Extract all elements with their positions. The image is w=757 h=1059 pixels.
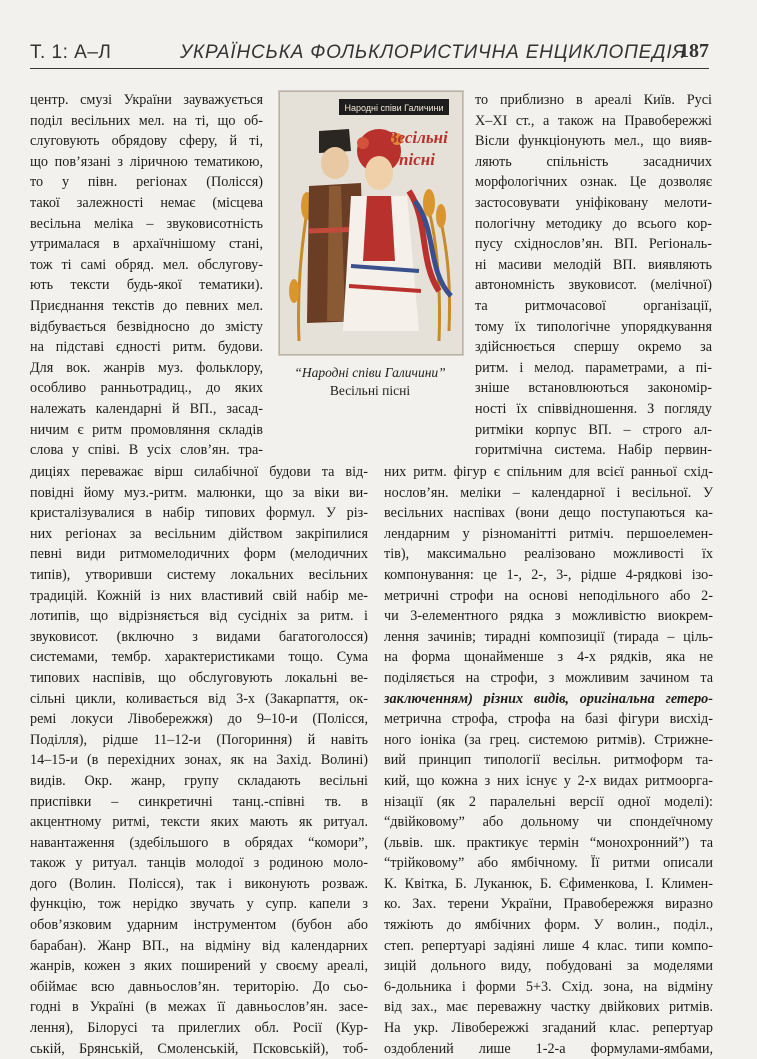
caption-subtitle: Весільні пісні — [329, 383, 411, 398]
text-line: системами, тембр. характеристиками тощо. Сума — [30, 649, 368, 666]
text-line: такої залежності немає (місцева — [30, 194, 263, 211]
text-line: кристалізувалися в набір типових формул. У різ- — [30, 505, 368, 522]
text-line: весільних наспівах (вони дещо поступаються ка- — [384, 505, 713, 522]
text-line: ності їх співвідношення. З погляду — [475, 400, 712, 417]
text-line: жанрів, кожен з яких поширений у своєму ареалі, — [30, 958, 368, 975]
text-line: лендарним у різноманітті ритміч. першоелемен- — [384, 525, 713, 542]
text-line: сільні цикли, коливається від 3-х (Закарпаття, ок- — [30, 690, 368, 707]
text-line: автономність звуковисот. (мелічної) — [475, 277, 712, 294]
text-line: що пов’язані з ліричною тематикою, — [30, 153, 263, 170]
text-line: метричні строфи на основі неподільного або 2- — [384, 587, 713, 604]
text-line: функцію, тож нерідко звучать у супр. капели з — [30, 896, 368, 913]
figure-caption — [270, 364, 470, 400]
text-line: то приблизно в ареалі Київ. Русі — [475, 92, 712, 108]
page-number: 187 — [679, 40, 709, 62]
text-line: На укр. Лівобережжі згаданий клас. репертуар — [384, 1020, 713, 1037]
text-line: кий, що кожна з них існує у 2-х видах ритмоорга- — [384, 772, 713, 789]
text-line: здійснюється спершу окремо за — [475, 339, 712, 356]
text-line: метрична строфа, строфа на базі фігури висхід- — [384, 711, 713, 728]
text-line: ні масиви мелодій ВП. виявляють — [475, 256, 712, 273]
text-line: та ритмочасової організації, — [475, 297, 712, 314]
text-line: лення зачинів; тирадні композиції (тирада – ціль- — [384, 628, 713, 645]
text-line: “трійковому” або ямбічному. Її ритми описали — [384, 855, 713, 872]
text-line: тому їх типологічне упорядкування — [475, 318, 712, 335]
text-line: ничим є ритм промовляння складів — [30, 421, 263, 438]
text-line: К. Квітка, Б. Луканюк, Б. Єфименкова, І. Климен- — [384, 875, 713, 892]
text-line: Вісли функціонують мел., що вияв- — [475, 133, 712, 150]
text-line: пологічну методику до всього кор- — [475, 215, 712, 232]
text-line: застосовувати уніфіковану мелоти- — [475, 194, 712, 211]
text-line: оздоблений лише 1-2-а формулами-ямбами, — [384, 1040, 713, 1057]
text-line: тяжіють до ямбічних форм. У волин., поділ., — [384, 917, 713, 934]
text-line: горитмічна система. Набір первин- — [475, 442, 712, 459]
text-line: також у ритуал. танців молодої з родиною моло- — [30, 855, 368, 872]
text-line: акцентному ритмі, тексти яких мають як ритуал. — [30, 814, 368, 831]
text-line: ко. Зах. терени України, Правобережжя виразно — [384, 896, 713, 913]
text-line: чи 3-елементного рядка з можливістю виокрем- — [384, 608, 713, 625]
text-line: дого (Волин. Полісся), так і виконують розваж. — [30, 875, 368, 892]
text-line: Для вок. жанрів муз. фольклору, — [30, 359, 263, 376]
text-line: степ. репертуарі задіяні лише 4 клас. типи компо- — [384, 937, 713, 954]
right-column-bottom — [384, 462, 713, 1059]
text-line: вий принцип типології весільн. ритмоформ та- — [384, 752, 713, 769]
running-header — [30, 40, 709, 69]
cover-title-line-1: Весільні — [386, 128, 448, 147]
text-line: заключенням) різних видів, оригінальна гетеро- — [384, 690, 713, 707]
text-line: лотипів, що відрізняється від сусідніх за ритм. і — [30, 608, 368, 625]
text-line: ють тексти будь-якої тематики). — [30, 277, 263, 294]
text-line: належать календарні й ВП., засад- — [30, 400, 263, 417]
text-line: ритм. і мелод. параметрами, а пі- — [475, 359, 712, 376]
text-line: 14–15-и (в перехідних зонах, як на Захід. Волині) — [30, 752, 368, 769]
text-line: тож ті самі обряд. мел. обслугову- — [30, 256, 263, 273]
caption-title: “Народні співи Галичини” — [294, 365, 446, 380]
text-line: зицій дольного виду, побудовані за моделями — [384, 958, 713, 975]
text-line: лення), Білорусі та прилеглих обл. Росії (Кур- — [30, 1020, 368, 1037]
text-line: звуковисот. (включно з видами багатоголосся) — [30, 628, 368, 645]
text-line: на підставі єдності ритм. будови. — [30, 339, 263, 356]
text-line: від зах., має переважну частку двійкових ритмів. — [384, 999, 713, 1016]
text-line: типів), утворивши систему локальних весільних — [30, 566, 368, 583]
cover-artwork — [279, 91, 463, 355]
text-line: повідні йому муз.-ритм. малюнки, що за віки ви- — [30, 484, 368, 501]
text-line: утрималася в архаїчнішому стані, — [30, 236, 263, 253]
right-column-top — [475, 90, 712, 461]
text-line: обов’язковим ударним інструментом (бубон або — [30, 917, 368, 934]
text-line: поділ весільних мел. на ті, що об- — [30, 112, 263, 129]
text-line: X–XI ст., а також на Правобережжі — [475, 112, 712, 129]
text-line: слуговують обрядову сферу, й ті, — [30, 133, 263, 150]
text-line: морфологічних ознак. Це дозволяє — [475, 174, 712, 191]
text-line: них регіонах за весільним дійством закріпилися — [30, 525, 368, 542]
text-line: ритміки корпус ВП. – строго ал- — [475, 421, 712, 438]
volume-label: Т. 1: А–Л — [30, 42, 112, 63]
book-cover-illustration — [278, 90, 464, 356]
text-line: приспівки – синкретичні танц.-співні тв. в — [30, 793, 368, 810]
text-line: Приєднання текстів до певних мел. — [30, 297, 263, 314]
text-line: ляють спільність засадничих — [475, 153, 712, 170]
text-line: особливо ранньотрадиц., до яких — [30, 380, 263, 397]
text-line: барабан). Жанр ВП., на відміну від календарних — [30, 937, 368, 954]
text-line: відбувається безвідносно до змісту — [30, 318, 263, 335]
text-line: слова у співі. В усіх слов’ян. тра- — [30, 442, 263, 459]
text-line: центр. смузі України зауважується — [30, 92, 263, 108]
text-line: на форма щонайменше з 4-х рядків, яка не — [384, 649, 713, 666]
text-line: зніше встановлюються закономір- — [475, 380, 712, 397]
text-line: ремі локуси Лівобережжя) до 9–10-и (Полісся, — [30, 711, 368, 728]
text-line: пусу східнослов’ян. ВП. Регіональ- — [475, 236, 712, 253]
text-line: диціях переважає вірш силабічної будови та від- — [30, 464, 368, 480]
text-line: нослов’ян. меліки – календарної і весільної. У — [384, 484, 713, 501]
text-line: певні види ритмомелодичних форм (мелодичних — [30, 546, 368, 563]
text-line: ській, Брянській, Смоленській, Псковській), тоб- — [30, 1040, 368, 1057]
text-line: традицій. Кожній із них властивий свій набір ме- — [30, 587, 368, 604]
text-line: (львів. шк. практикує термін “монохронний”) та — [384, 834, 713, 851]
text-line: годні в Україні (в межах її давньослов’ян. засе- — [30, 999, 368, 1016]
text-line: навантаження (здебільшого в обрядах “комори”, — [30, 834, 368, 851]
text-line: видів. Окр. жанр, групу складають весільні — [30, 772, 368, 789]
cover-title-line-2: пісні — [399, 150, 435, 169]
text-line: поділяється на строфи, з можливим зачином та — [384, 669, 713, 686]
text-line: ного іоніка (за грец. системою ритмів). Стрижне- — [384, 731, 713, 748]
text-line: обіймає всю давньослов’ян. територію. До сьо- — [30, 978, 368, 995]
text-line: 6-дольника і форми 5+3. Схід. зона, на відміну — [384, 978, 713, 995]
encyclopedia-title: УКРАЇНСЬКА ФОЛЬКЛОРИСТИЧНА ЕНЦИКЛОПЕДІЯ — [180, 42, 687, 63]
text-line: нізації (як 2 паралельні версії одної моделі): — [384, 793, 713, 810]
text-line: них ритм. фігур є спільним для всієї ранньої схід- — [384, 464, 713, 480]
text-line: типових наспівів, що обслуговують локальні ве- — [30, 669, 368, 686]
text-line: то у півн. регіонах (Полісся) — [30, 174, 263, 191]
text-line: компонування: це 1-, 2-, 3-, рідше 4-рядкові ізо- — [384, 566, 713, 583]
cover-top-text: Народні співи Галичини — [344, 103, 444, 113]
left-column-bottom — [30, 462, 368, 1059]
text-line: тів), максимально реалізовано можливості їх — [384, 546, 713, 563]
left-column-top — [30, 90, 263, 461]
text-line: “двійковому” або дольному чи спондеїчному — [384, 814, 713, 831]
text-line: весільна меліка – звуковисотність — [30, 215, 263, 232]
text-line: Поділля), рідше 11–12-и (Погориння) й навіть — [30, 731, 368, 748]
